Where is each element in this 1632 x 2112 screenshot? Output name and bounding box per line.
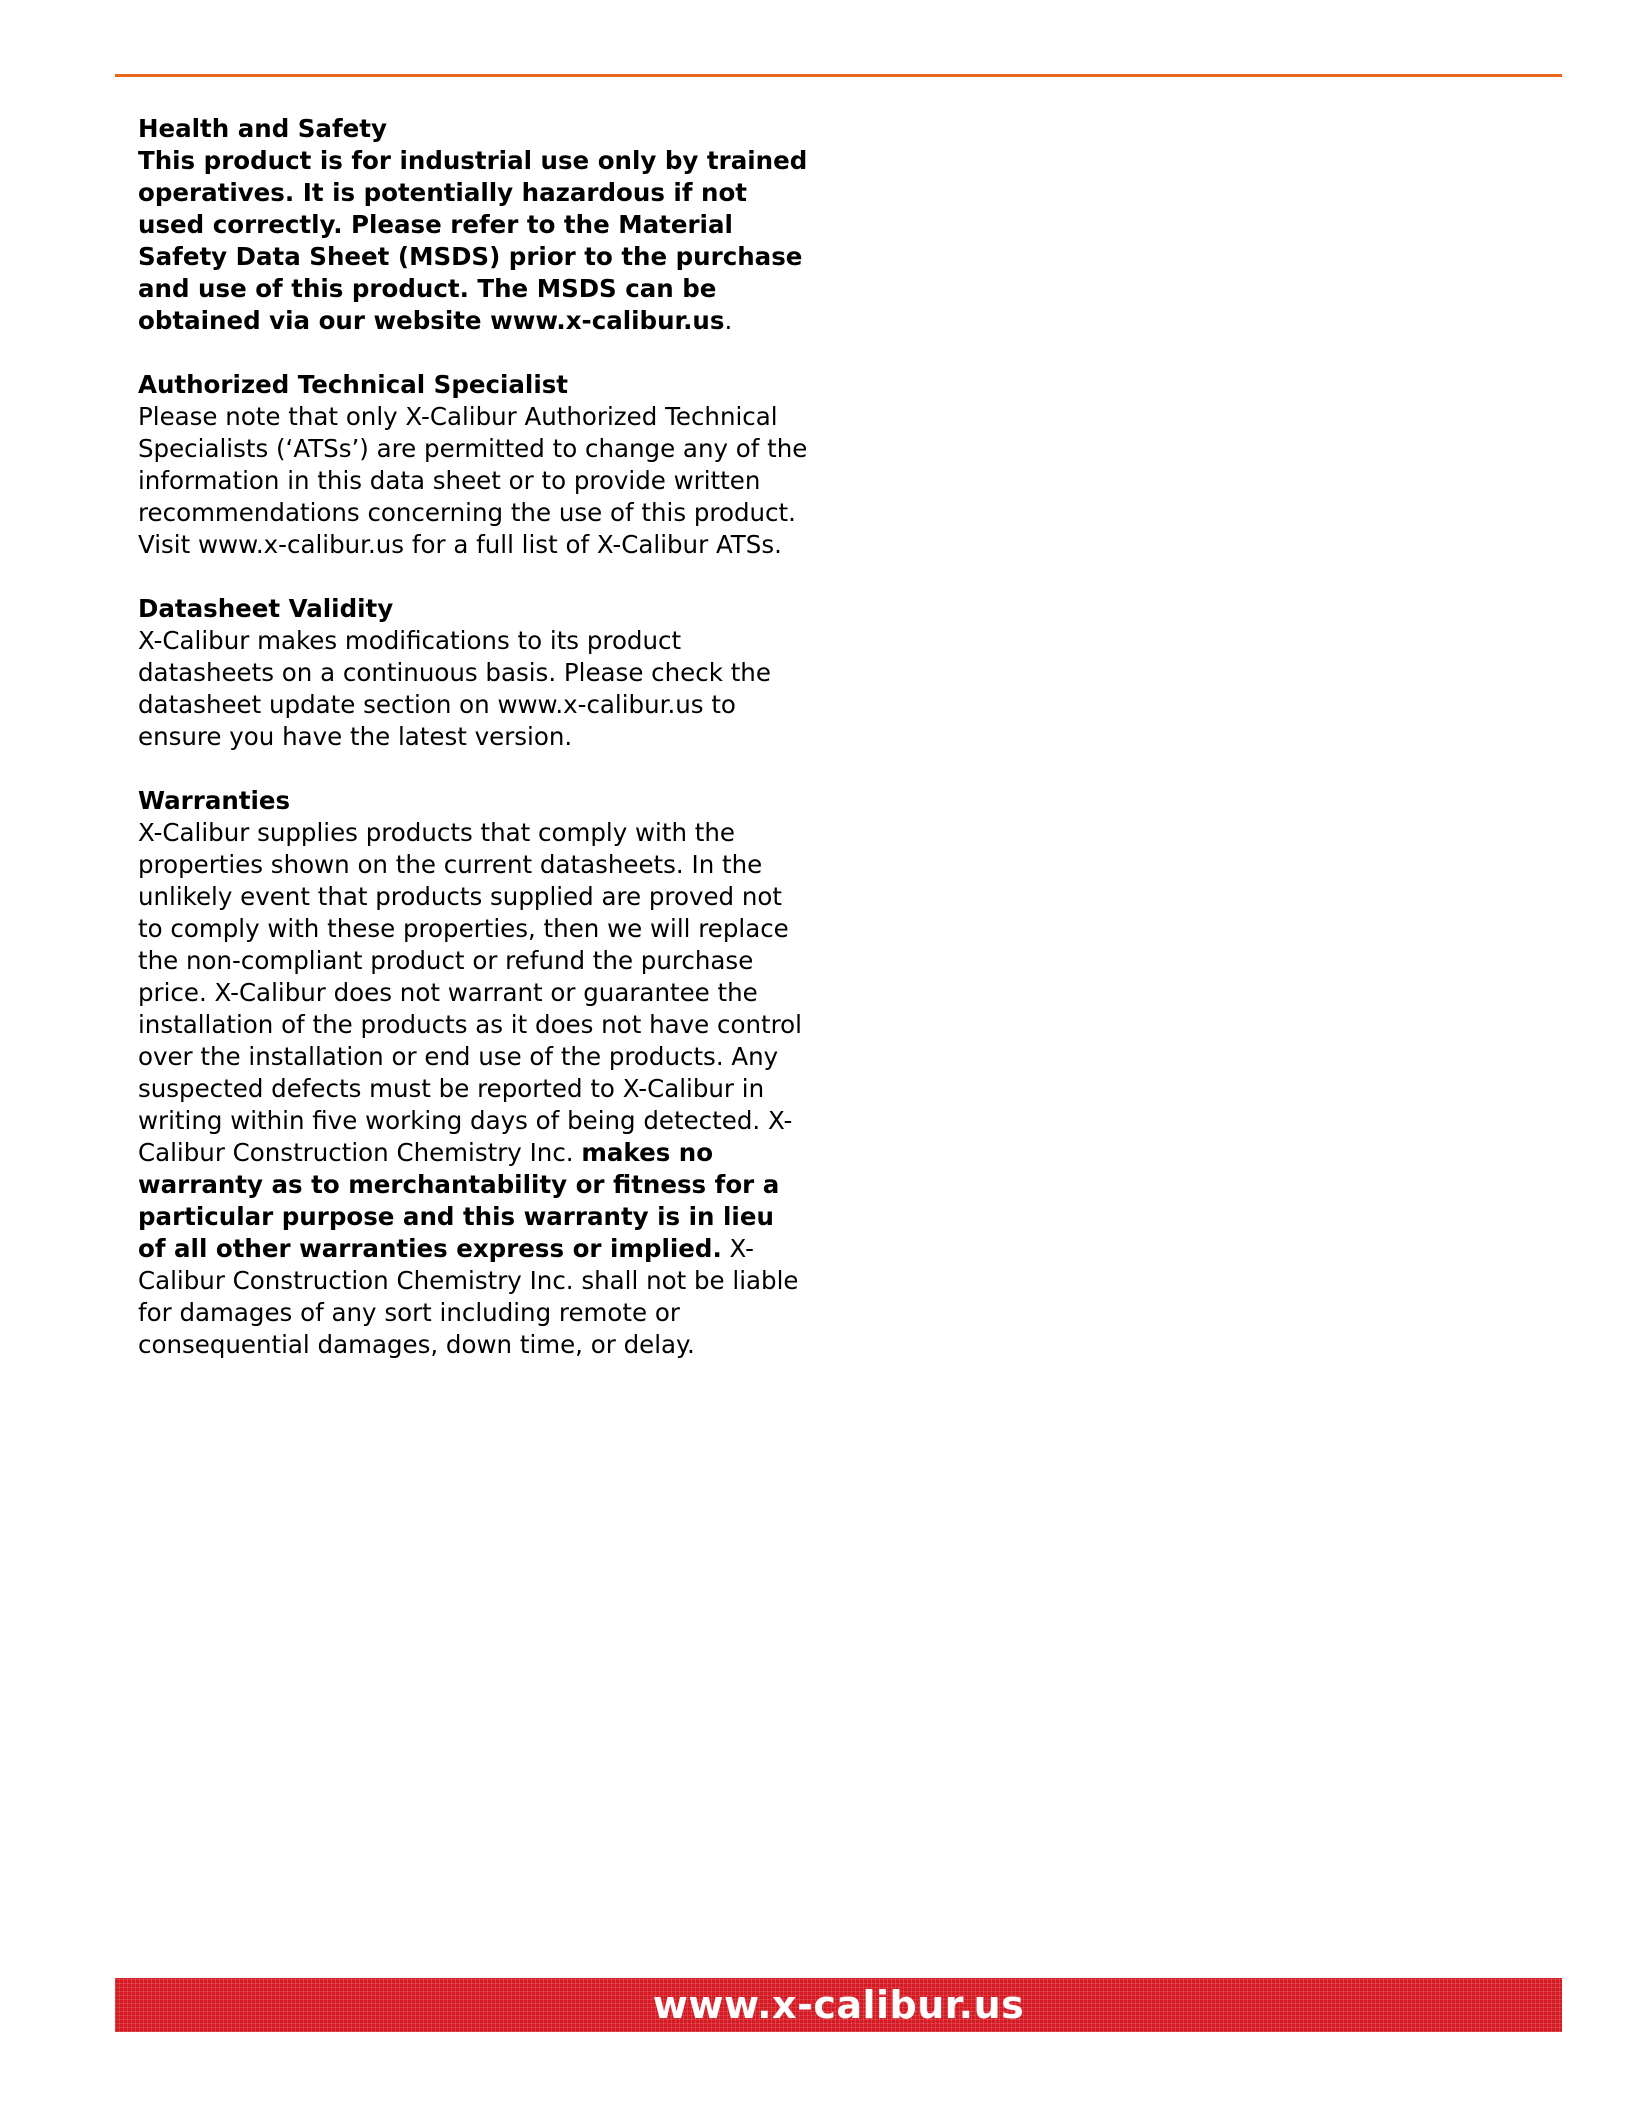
validity-heading: Datasheet Validity xyxy=(138,594,394,623)
health-safety-bold-text: This product is for industrial use only by trained operatives. It is potentially hazardous if not used correctly. Please refer to the Material Safety Data Sheet (MSDS) prior to the purchase and use of this product. The MSDS can be obtained via our website www.x-calibur.us xyxy=(138,146,808,335)
health-safety-text xyxy=(138,145,808,337)
health-safety-trailing-period: . xyxy=(724,306,733,335)
validity-section xyxy=(138,593,808,753)
ats-heading: Authorized Technical Specialist xyxy=(138,370,569,399)
warranties-heading: Warranties xyxy=(138,786,291,815)
health-safety-section xyxy=(138,113,808,337)
warranties-text xyxy=(138,817,808,1361)
datasheet-terms xyxy=(138,113,808,1393)
health-safety-heading: Health and Safety xyxy=(138,114,387,143)
validity-text: X-Calibur makes modifications to its product datasheets on a continuous basis. Please check the datasheet update section on www.x-calibur.us to ensure you have the latest version. xyxy=(138,626,771,751)
footer-website-link[interactable]: www.x-calibur.us xyxy=(652,1983,1025,2027)
ats-section xyxy=(138,369,808,561)
warranties-text-part1: X-Calibur supplies products that comply with the properties shown on the current datasheets. In the unlikely event that products supplied are proved not to comply with these properties, then we will replace the non-compliant product or refund the purchase price. X-Calibur does not warrant or guarantee the installation of the products as it does not have control over the installation or end use of the products. Any suspected defects must be reported to X-Calibur in writing within five working days of being detected. X-Calibur Construction Chemistry Inc. xyxy=(138,818,802,1167)
top-orange-rule xyxy=(115,74,1562,77)
ats-text: Please note that only X-Calibur Authorized Technical Specialists (‘ATSs’) are permitted to change any of the information in this data sheet or to provide written recommendations concerning the use of this product. Visit www.x-calibur.us for a full list of X-Calibur ATSs. xyxy=(138,402,808,559)
footer-bar xyxy=(115,1978,1562,2032)
warranties-text-part2: X-Calibur Construction Chemistry Inc. shall not be liable for damages of any sort including remote or consequential damages, down time, or delay. xyxy=(138,1234,799,1359)
warranties-disclaimer-bold: makes no warranty as to merchantability or fitness for a particular purpose and this warranty is in lieu of all other warranties express or implied. xyxy=(138,1138,780,1263)
warranties-section xyxy=(138,785,808,1361)
